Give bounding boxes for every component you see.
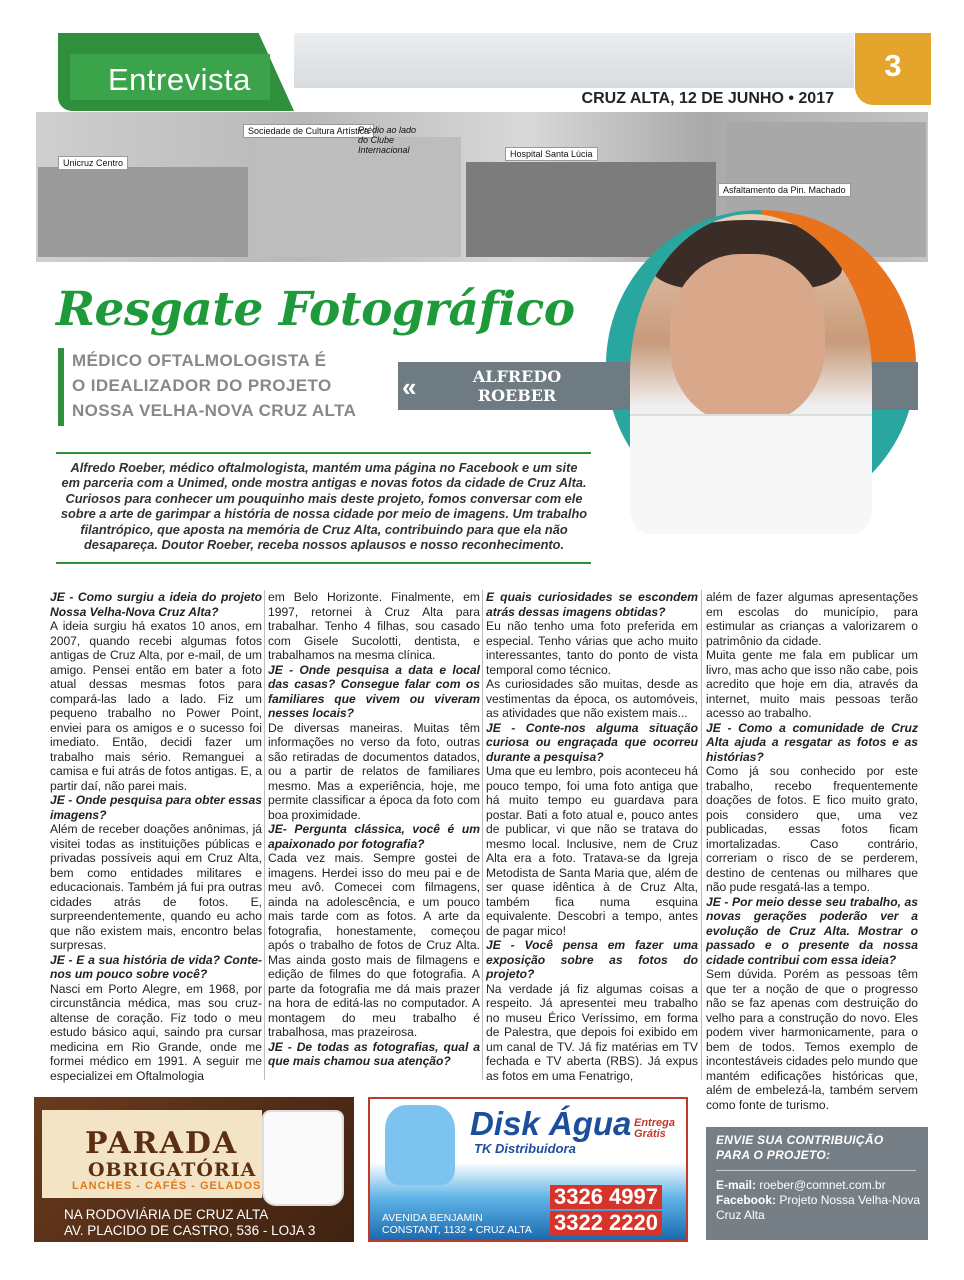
interview-answer: Na verdade já fiz algumas coisas a respeito. Já apresentei meu trabalho no museu Érico Veríssimo, em forma de Palestra, que depois foi exibido em um canal de TV. Já fiz matérias em TV fechada e TV aberta (RBS). Já expus as fotos em uma Fenatrigo, (486, 981, 698, 1083)
interview-question: JE- Pergunta clássica, você é um apaixonado por fotografia? (268, 822, 480, 851)
article-column-2 (268, 590, 480, 1069)
photo-caption: Asfaltamento da Pin. Machado (718, 183, 851, 197)
interview-question: JE - Como a comunidade de Cruz Alta ajuda a resgatar as fotos e as histórias? (706, 720, 918, 764)
column-divider (264, 590, 265, 1080)
interview-answer: De diversas maneiras. Muitas têm informações no verso da foto, outras são retiradas de documentos datados, ou a partir de relatos de familiares mesmo. Mas a experiência, hoje, me permite classificar a época da foto com boa proximidade. (268, 720, 480, 822)
contribution-email-line (716, 1178, 921, 1193)
ad-parada-address-line: NA RODOVIÁRIA DE CRUZ ALTA (64, 1207, 269, 1222)
coffee-cup-icon (262, 1110, 344, 1206)
person-last-name: ROEBER (477, 386, 557, 405)
interview-question: JE - Conte-nos alguma situação curiosa ou engraçada que ocorreu durante a pesquisa? (486, 720, 698, 764)
photo-caption: Prédio ao lado do Clube Internacional (358, 125, 417, 155)
article-column-4 (706, 590, 918, 1112)
building-photo-unicruz (38, 167, 248, 257)
portrait-coat (630, 414, 872, 534)
contribution-details (716, 1178, 921, 1223)
interview-answer: Nasci em Porto Alegre, em 1968, por circunstância médica, mas sou cruz-altense de coração. Fiz todo o meu estudo básico aqui, saindo pra cursar medicina em Rio Grande, onde me formei médico em 1991. A seguir me especializei em Oftalmologia (50, 981, 262, 1083)
contribution-title-line: PARA O PROJETO: (716, 1148, 831, 1162)
email-address[interactable]: roeber@comnet.com.br (759, 1178, 886, 1192)
person-first-name: ALFREDO (472, 367, 562, 386)
ad-parada-address (64, 1207, 315, 1239)
headline: Resgate Fotográfico (56, 282, 575, 337)
interview-question: JE - Onde pesquisa para obter essas imagens? (50, 793, 262, 822)
interview-question: JE - De todas as fotografias, qual a que mais chamou sua atenção? (268, 1039, 480, 1068)
photo-caption: Unicruz Centro (58, 156, 128, 170)
ad-parada-tagline: LANCHES - CAFÉS - GELADOS (72, 1180, 262, 1192)
header-bar (294, 33, 854, 88)
column-divider (482, 590, 483, 1080)
interview-answer: Eu não tenho uma foto preferida em especial. Tenho várias que acho muito interessantes, tanto do ponto de vista temporal como técnico. (486, 619, 698, 677)
interview-answer: Sem dúvida. Porém as pessoas têm que ter a noção de que o progresso não se faz apenas com destruição do velho para a construção do novo. Eles podem viver harmonicamente, para o bem de todos. Temos exemplo de incontestáveis cidades pelo mundo que mantém edificações históricas que, além de embelezá-la, também servem como fonte de turismo. (706, 967, 918, 1112)
subhead-line: O IDEALIZADOR DO PROJETO (72, 376, 332, 395)
interview-answer: além de fazer algumas apresentações em escolas do município, para estimular as crianças a valorizarem o patrimônio da cidade. (706, 590, 918, 648)
interview-answer: Como já sou conhecido por este trabalho, recebo frequentemente doações de fotos. E fico muito grato, pois considero que, uma vez publicadas, essas fotos ficam imortalizadas. Caso contrário, correriam o risco de se perderem, destino de centenas ou milhares que não pude resgatá-las a tempo. (706, 764, 918, 894)
contribution-facebook-line (716, 1193, 921, 1223)
photo-caption: Hospital Santa Lúcia (505, 147, 598, 161)
interview-answer: Além de receber doações anônimas, já visitei todas as instituições públicas e privadas possíveis aqui em Cruz Alta, bem como entidades militares e educacionais. Também já fui pra outras cidades atrás de fotos. E, surpreendentemente, quando eu acho que não existem mais, encontro belas surpresas. (50, 822, 262, 952)
email-label: E-mail: (716, 1178, 757, 1192)
subhead-line: NOSSA VELHA-NOVA CRUZ ALTA (72, 401, 357, 420)
ad-disk-subtitle: TK Distribuidora (474, 1141, 576, 1156)
intro-rule (56, 452, 591, 454)
interview-question: JE - E a sua história de vida? Conte-nos um pouco sobre você? (50, 952, 262, 981)
ad-parada-address-line: AV. PLACIDO DE CASTRO, 536 - LOJA 3 (64, 1223, 316, 1238)
contribution-title (716, 1133, 884, 1163)
photo-caption: Sociedade de Cultura Artística (243, 124, 374, 138)
ad-parada-title: PARADA (85, 1126, 239, 1161)
interview-question: JE - Onde pesquisa a data e local das casas? Consegue falar com os familiares que vivem ou viveram nesses locais? (268, 662, 480, 720)
facebook-label: Facebook: (716, 1193, 777, 1207)
interview-question: E quais curiosidades se escondem atrás dessas imagens obtidas? (486, 590, 698, 619)
page-number: 3 (855, 33, 931, 105)
interview-answer: A ideia surgiu há exatos 10 anos, em 2007, quando recebi algumas fotos antigas de Cruz Alta, por e-mail, de um amigo. Pensei então em bater a foto atual dessas mesmas fotos para compará-las lado a lado. Fiz um pequeno trabalho no Power Point, enviei para os amigos e o sucesso foi imediato. Então, decidi fazer um trabalho mais sério. Remanguei a camisa e fui atrás de fotos antigas. E, a partir daí, não parei mais. (50, 619, 262, 793)
ad-disk-address-line: AVENIDA BENJAMIN (382, 1212, 483, 1224)
ad-disk-delivery (634, 1118, 675, 1140)
ad-disk-address-line: CONSTANT, 1132 • CRUZ ALTA (382, 1224, 532, 1236)
column-divider (701, 590, 702, 1080)
water-bottle-mascot-icon (385, 1105, 455, 1185)
contribution-title-line: ENVIE SUA CONTRIBUIÇÃO (716, 1133, 884, 1147)
interview-question: JE - Por meio desse seu trabalho, as novas gerações poderão ver a evolução de Cruz Alta. Mostrar o passado e o presente da nossa cidade contribui com essa ideia? (706, 894, 918, 967)
article-column-3 (486, 590, 698, 1083)
contribution-rule (716, 1170, 916, 1171)
dateline: CRUZ ALTA, 12 DE JUNHO • 2017 (581, 90, 834, 107)
ad-parada-subtitle: OBRIGATÓRIA (88, 1159, 257, 1181)
ad-disk-phone: 3326 4997 (550, 1185, 662, 1209)
double-chevron-left-icon: « (402, 372, 417, 402)
intro-rule (56, 562, 591, 564)
interview-answer: Muita gente me fala em publicar um livro, mas acho que isso não cabe, pois acredito que hoje em dia, através da internet, muito mais pessoas terão acesso ao trabalho. (706, 648, 918, 720)
interview-answer: Uma que eu lembro, pois aconteceu há pouco tempo, foi uma foto antiga que há muito tempo eu guardava para postar. Bati a foto atual e, pouco antes de publicar, vi que não se tratava do mesmo local. Inclusive, nem de Cruz Alta era a foto. Tratava-se da Igreja Metodista de Santa Maria que, além de ser quase idêntica à de Cruz Alta, também fica numa esquina equivalente. Descobri a tempo, antes de pagar mico! (486, 764, 698, 938)
interview-answer: As curiosidades são muitas, desde as vestimentas da época, os automóveis, as atividades que não existem mais... (486, 677, 698, 720)
subhead-line: MÉDICO OFTALMOLOGISTA É (72, 351, 327, 370)
subhead (58, 348, 418, 426)
ad-disk-title: Disk Água (470, 1105, 632, 1142)
ad-disk-delivery-line: Grátis (634, 1128, 666, 1140)
interview-answer: em Belo Horizonte. Finalmente, em 1997, retornei à Cruz Alta para trabalhar. Tenho 4 filhas, sou casado com Gisele Sucolotti, dentista, e trabalhamos na mesma clínica. (268, 590, 480, 662)
interview-question: JE - Você pensa em fazer uma exposição sobre as fotos do projeto? (486, 938, 698, 981)
ad-disk-address (382, 1212, 532, 1236)
intro-paragraph: Alfredo Roeber, médico oftalmologista, mantém uma página no Facebook e um site em parceria com a Unimed, onde mostra antigas e novas fotos da cidade de Cruz Alta. Curiosos para conhecer um pouquinho mais deste projeto, fomos conversar com ele sobre a arte de garimpar a história de nossa cidade por meio de imagens. Um trabalho filantrópico, que aposta na memória de Cruz Alta, contribuindo para que ela não desapareça. Doutor Roeber, receba nossos aplausos e nosso reconhecimento. (60, 460, 588, 553)
person-name (462, 367, 572, 405)
ad-disk-delivery-line: Entrega (634, 1117, 675, 1129)
ad-disk-phone: 3322 2220 (550, 1211, 662, 1235)
facebook-page[interactable]: Projeto Nossa Velha-Nova Cruz Alta (716, 1193, 921, 1222)
portrait-photo (630, 214, 872, 534)
section-label: Entrevista (108, 62, 251, 97)
interview-question: JE - Como surgiu a ideia do projeto Nossa Velha-Nova Cruz Alta? (50, 590, 262, 619)
portrait-face (670, 254, 825, 424)
interview-answer: Cada vez mais. Sempre gostei de imagens. Herdei isso do meu pai e de meu avô. Comecei com filmagens, ainda na adolescência, e um pouco mais tarde com as fotos. A arte da fotografia, honestamente, começou após o trabalho de fotos de Cruz Alta. Mas ainda gosto mais de filmagens e edição de filmes do que fotografia. A parte da fotografia me dá mais prazer na hora de editá-las no computador. A montagem do meu trabalho é trabalhosa, mas prazeirosa. (268, 851, 480, 1039)
article-column-1 (50, 590, 262, 1083)
